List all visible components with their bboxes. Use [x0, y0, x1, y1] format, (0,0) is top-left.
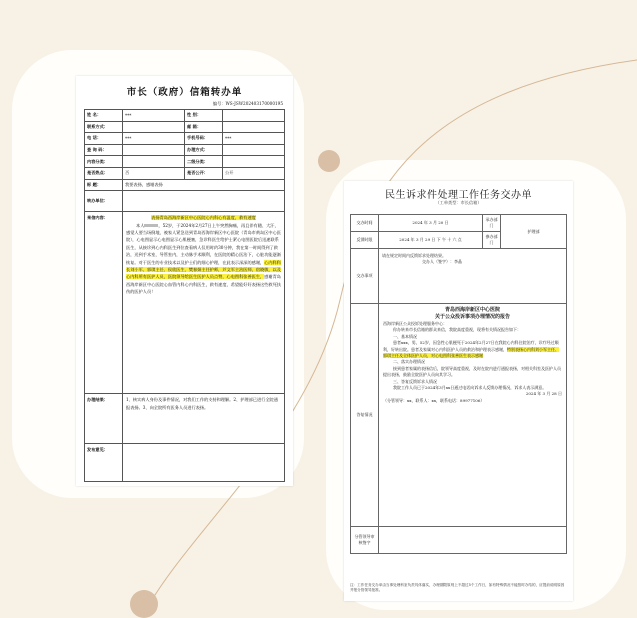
field-label: 来信内容：	[85, 212, 123, 394]
field-label: 内容分类：	[85, 156, 123, 168]
field-value	[223, 144, 285, 156]
section-heading: 二、落实办理情况	[393, 359, 425, 365]
field-value	[123, 156, 185, 168]
table-row	[85, 156, 285, 168]
report-text: 我院工作人员已于2024年3月xx日通过电话向诉求人反馈办理情况，诉求人表示满意。	[393, 385, 547, 391]
highlight: 心内科科长刘小军、郭琪主任、侯欣医生、樊春娟主任护师，芦文军主治医师，宿晓敏，	[126, 259, 281, 272]
content-text: ，52岁，于2024年2月27日上午突然胸痛，再且伴有随、大汗，感觉人要当场倒地，被家人紧急送到青岛西海岸新区中心医院（青岛市黄岛区中心医院），心电图显示心电图显示心肌梗塞，急诊科医生给护士紧心电图医院后迅速联系医生，从接诊到心内科医生到位查看病人仅用时约30分钟，我在第一时间得到了救治，送到手术室，导管室内，主动脉手术顺利，在医院的精心医治下，心脏功能逐渐恢复。对于医生的专业技术以及护士们的细心护理，在此表示深深的感谢，	[126, 222, 281, 265]
table-row	[85, 179, 285, 191]
field-label: 电 话：	[85, 133, 123, 145]
section-heading: 一、基本情况	[393, 333, 417, 339]
field-label: 手机号码：	[185, 133, 223, 145]
field-label: 交办事项	[351, 249, 379, 304]
form-title: 民生诉求件处理工作任务交办单	[385, 190, 532, 201]
field-value	[223, 110, 285, 122]
table-row	[85, 121, 285, 133]
form-table	[84, 109, 285, 482]
report-addressee: 西海岸新区公众投诉处理服务中心：	[383, 321, 447, 326]
table-row	[85, 144, 285, 156]
letter-content	[123, 212, 285, 394]
result-text: 1、核实病人身份及事件情况，对我们工作的支持和理解。2、护理部已进行全院通报表扬。3、向全院所有医务人员进行表扬。	[123, 394, 285, 444]
report-date: 2024 年 3 月 28 日	[525, 391, 562, 397]
redaction	[144, 224, 158, 227]
table-row	[351, 215, 567, 232]
field-value	[223, 156, 285, 168]
highlight: 心电图科张善医生，	[226, 274, 265, 280]
table-row	[351, 527, 567, 554]
table-row	[85, 394, 285, 444]
field-label: 查 询 码：	[85, 144, 123, 156]
field-value	[223, 121, 285, 133]
field-label: 分管领导审核签字	[351, 527, 379, 554]
form-subtitle: （工单类型：市长信箱）	[435, 200, 482, 205]
report-text: 患者xxx，男，52岁，因急性心肌梗死于2024年2月27日在我院心内科住院治疗，诊疗经过顺利，好转出院。患者及家属对心内科医护人员的救治和护理表示感谢，	[383, 340, 559, 352]
field-value	[123, 121, 185, 133]
footnote: 注：工作任务交办单由当事处理科室负责具体落实，办理期限原则上不超过5个工作日，如有特殊情况不能按时办结的，应提前说明原因并报分管领导批准。	[350, 583, 565, 592]
field-label: 二级分类：	[185, 156, 223, 168]
report-text: 接到患者家属的表扬信后，院领导高度重视，及时在院内进行通报表扬，对相关科室及医护人员提出表扬，鼓励全院医护人员向其学习。	[383, 365, 561, 378]
field-label: 承办部门	[483, 215, 501, 232]
matter-text: 请在规定时间内反馈诉求处理结果。	[382, 253, 446, 258]
field-label: 是否热点：	[85, 167, 123, 179]
field-label: 答复情况	[351, 304, 379, 527]
field-label: 转办单位：	[85, 191, 123, 212]
highlight: 表扬青岛西海岸新区中心医院心内科心有温度，救有速度	[151, 215, 256, 221]
decorative-dot	[318, 150, 340, 172]
form-title: 市长（政府）信箱转办单	[126, 87, 243, 98]
field-value: 否	[123, 167, 185, 179]
table-row	[85, 444, 285, 482]
section-heading: 三、答复反馈诉求人情况	[393, 378, 437, 384]
field-value	[123, 191, 285, 212]
report-signature: （分管领导：xx，联系人：xx，联系电话：89977106）	[383, 397, 485, 403]
highlight: 以及心内科所有医护人员，医院领导给医生医护人员点赞，	[126, 267, 281, 280]
field-label: 办理方式：	[185, 144, 223, 156]
field-value: ***	[123, 133, 185, 145]
field-value: 2024 年 3 月 29 日 下 午 十 六 点	[379, 232, 483, 249]
field-value	[379, 249, 567, 304]
report-title: 关于公众投诉事项办理情况的报告	[434, 314, 510, 320]
highlight: 特别表扬心内科刘小军主任、郭琪主任及全体医护人员，对心电图科张善医生表示感谢	[383, 346, 559, 359]
report-text: 你办转来市长信箱的群众来信，我院高度重视，现将有关情况报告如下：	[393, 327, 521, 333]
field-value: 公开	[223, 167, 285, 179]
field-label: 发布意见：	[85, 444, 123, 482]
matter-signer: 交办人（签字）：李晶	[422, 259, 462, 264]
field-label: 邮 箱：	[185, 121, 223, 133]
field-value	[123, 444, 285, 482]
field-label: 姓 名：	[85, 110, 123, 122]
table-row	[85, 167, 285, 179]
form-number: 编号：WS-JSW202403170000195	[212, 101, 283, 106]
form-table	[350, 214, 567, 554]
table-row	[85, 110, 285, 122]
table-row	[85, 133, 285, 145]
table-row	[351, 249, 567, 304]
decorative-dot	[130, 590, 158, 618]
report-title: 青岛西海岸新区中心医院	[444, 307, 500, 313]
content-text: 感谢青岛西海岸新区中心医院心血管内科心内科医生，救有速度，希望能好好表扬这些救死扶伤的医护人员！	[126, 274, 281, 295]
field-label: 联系方式：	[85, 121, 123, 133]
mayor-mailbox-transfer-form	[76, 76, 293, 486]
field-value: ***	[223, 133, 285, 145]
field-value	[379, 527, 567, 554]
field-label: 办理结果：	[85, 394, 123, 444]
field-value	[123, 144, 185, 156]
table-row	[85, 212, 285, 394]
table-row	[351, 304, 567, 527]
field-value: 护理部	[501, 215, 567, 249]
field-value: ***	[123, 110, 185, 122]
field-label: 交办时间	[351, 215, 379, 232]
field-label: 参办部门	[483, 232, 501, 249]
task-assignment-form	[344, 181, 573, 601]
field-label: 反馈时限	[351, 232, 379, 249]
field-value: 2024 年 3 月 20 日	[379, 215, 483, 232]
field-label: 标 题：	[85, 179, 123, 191]
content-text: 本人	[136, 222, 145, 228]
field-label: 性 别：	[185, 110, 223, 122]
field-label: 是否公开：	[185, 167, 223, 179]
table-row	[85, 191, 285, 212]
reply-report	[379, 304, 567, 527]
subject-value: 我要表扬，感谢表扬	[123, 179, 285, 191]
